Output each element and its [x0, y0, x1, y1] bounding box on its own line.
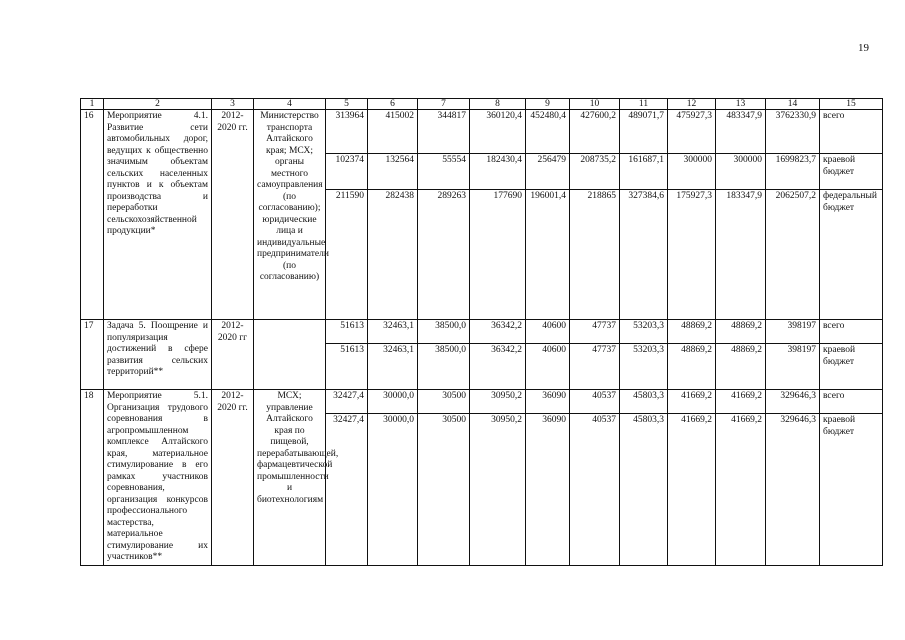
value-cell: 327384,6: [620, 190, 668, 320]
value-cell: 3762330,9: [766, 110, 820, 154]
value-cell: 30950,2: [470, 414, 526, 565]
value-cell: 48869,2: [716, 320, 766, 344]
value-cell: 40537: [570, 414, 620, 565]
value-cell: 36090: [526, 414, 570, 565]
table-row: [81, 320, 883, 344]
value-cell: 48869,2: [716, 344, 766, 390]
column-header: 12: [668, 99, 716, 110]
table-row: [81, 110, 883, 154]
value-cell: 329646,3: [766, 414, 820, 565]
column-header: 2: [104, 99, 212, 110]
value-cell: 47737: [570, 344, 620, 390]
value-cell: 36342,2: [470, 320, 526, 344]
value-cell: 452480,4: [526, 110, 570, 154]
executor-cell: Министерство транспорта Алтайского края; МСХ; органы местного самоуправления (по согласованию); юридические лица и индивидуальные предприниматели (по согласованию): [254, 110, 326, 320]
value-cell: 45803,3: [620, 390, 668, 414]
column-header: 9: [526, 99, 570, 110]
value-cell: 415002: [368, 110, 418, 154]
value-cell: 218865: [570, 190, 620, 320]
value-cell: 38500,0: [418, 320, 470, 344]
value-cell: 41669,2: [668, 414, 716, 565]
value-cell: 36090: [526, 390, 570, 414]
value-cell: 208735,2: [570, 154, 620, 190]
value-cell: 48869,2: [668, 320, 716, 344]
executor-cell: МСХ; управление Алтайского края по пищевой, перерабатывающей, фармацевтической промышленности и биотехнологиям: [254, 390, 326, 566]
value-cell: 53203,3: [620, 320, 668, 344]
column-header: 13: [716, 99, 766, 110]
funding-source: федеральный бюджет: [820, 190, 883, 320]
value-cell: 45803,3: [620, 414, 668, 565]
value-cell: 32427,4: [326, 390, 368, 414]
funding-source: краевой бюджет: [820, 414, 883, 565]
value-cell: 40537: [570, 390, 620, 414]
column-header: 7: [418, 99, 470, 110]
value-cell: 41669,2: [716, 390, 766, 414]
page-number: 19: [858, 42, 869, 54]
funding-source: всего: [820, 320, 883, 344]
value-cell: 329646,3: [766, 390, 820, 414]
table-row: [81, 390, 883, 414]
value-cell: 36342,2: [470, 344, 526, 390]
value-cell: 313964: [326, 110, 368, 154]
value-cell: 40600: [526, 344, 570, 390]
column-header: 15: [820, 99, 883, 110]
column-header: 6: [368, 99, 418, 110]
column-header: 10: [570, 99, 620, 110]
funding-source: краевой бюджет: [820, 154, 883, 190]
value-cell: 398197: [766, 344, 820, 390]
value-cell: 30000,0: [368, 390, 418, 414]
value-cell: 38500,0: [418, 344, 470, 390]
funding-source: всего: [820, 110, 883, 154]
row-number: 16: [81, 110, 104, 320]
period-cell: 2012-2020 гг: [212, 320, 254, 390]
executor-cell: [254, 320, 326, 390]
value-cell: 30500: [418, 390, 470, 414]
value-cell: 2062507,2: [766, 190, 820, 320]
value-cell: 483347,9: [716, 110, 766, 154]
value-cell: 53203,3: [620, 344, 668, 390]
column-header: 3: [212, 99, 254, 110]
value-cell: 360120,4: [470, 110, 526, 154]
value-cell: 30000,0: [368, 414, 418, 565]
value-cell: 177690: [470, 190, 526, 320]
row-number: 17: [81, 320, 104, 390]
value-cell: 175927,3: [668, 190, 716, 320]
value-cell: 51613: [326, 344, 368, 390]
row-number: 18: [81, 390, 104, 566]
value-cell: 47737: [570, 320, 620, 344]
value-cell: 475927,3: [668, 110, 716, 154]
column-header: 5: [326, 99, 368, 110]
value-cell: 41669,2: [668, 390, 716, 414]
period-cell: 2012-2020 гг.: [212, 390, 254, 566]
column-header: 11: [620, 99, 668, 110]
value-cell: 55554: [418, 154, 470, 190]
value-cell: 30950,2: [470, 390, 526, 414]
value-cell: 161687,1: [620, 154, 668, 190]
table-header-row: [81, 99, 883, 110]
value-cell: 196001,4: [526, 190, 570, 320]
value-cell: 282438: [368, 190, 418, 320]
value-cell: 1699823,7: [766, 154, 820, 190]
value-cell: 102374: [326, 154, 368, 190]
value-cell: 132564: [368, 154, 418, 190]
value-cell: 32427,4: [326, 414, 368, 565]
activity-title: Мероприятие 5.1. Организация трудового соревнования в агропромышленном комплексе Алтайского края, материальное стимулирование в его рамках участников соревнования, организация конкурсов профессионального мастерства, материальное стимулирование их участников**: [104, 390, 212, 566]
activity-title: Мероприятие 4.1. Развитие сети автомобильных дорог, ведущих к общественно значимым объектам сельских населенных пунктов и к объектам производства и переработки сельскохозяйственной продукции*: [104, 110, 212, 320]
value-cell: 489071,7: [620, 110, 668, 154]
value-cell: 48869,2: [668, 344, 716, 390]
value-cell: 300000: [716, 154, 766, 190]
value-cell: 398197: [766, 320, 820, 344]
value-cell: 30500: [418, 414, 470, 565]
column-header: 1: [81, 99, 104, 110]
funding-source: краевой бюджет: [820, 344, 883, 390]
value-cell: 182430,4: [470, 154, 526, 190]
value-cell: 41669,2: [716, 414, 766, 565]
value-cell: 40600: [526, 320, 570, 344]
value-cell: 32463,1: [368, 344, 418, 390]
value-cell: 289263: [418, 190, 470, 320]
value-cell: 344817: [418, 110, 470, 154]
column-header: 14: [766, 99, 820, 110]
value-cell: 256479: [526, 154, 570, 190]
period-cell: 2012-2020 гг.: [212, 110, 254, 320]
value-cell: 427600,2: [570, 110, 620, 154]
column-header: 8: [470, 99, 526, 110]
value-cell: 51613: [326, 320, 368, 344]
value-cell: 211590: [326, 190, 368, 320]
activity-title: Задача 5. Поощрение и популяризация достижений в сфере развития сельских территорий**: [104, 320, 212, 390]
value-cell: 300000: [668, 154, 716, 190]
funding-source: всего: [820, 390, 883, 414]
column-header: 4: [254, 99, 326, 110]
value-cell: 32463,1: [368, 320, 418, 344]
value-cell: 183347,9: [716, 190, 766, 320]
program-table: [80, 98, 883, 566]
